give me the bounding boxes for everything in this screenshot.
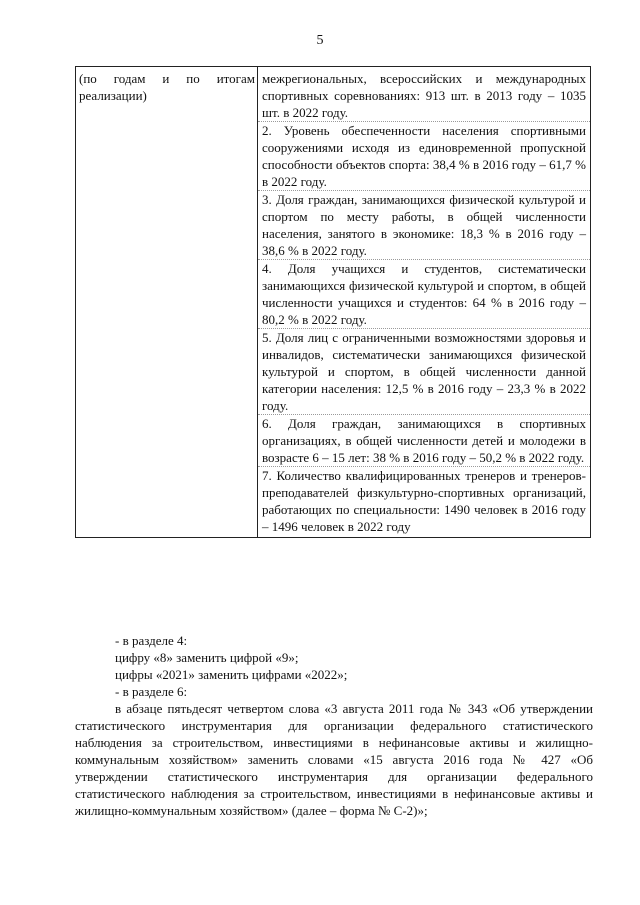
period-label: (по годам и по итогам реализации) [79,71,255,103]
amendment-paragraph: в абзаце пятьдесят четвертом слова «3 августа 2011 года № 343 «Об утверждении статистического инструментария для организации федерального статистического наблюдения за строительством, инвестициями в нефинансовые активы и жилищно-коммунальным хозяйством» заменить словами «15 августа 2016 года № 427 «Об утверждении статистического инструментария для организации федерального статистического наблюдения за строительством, инвестициями в нефинансовые активы и жилищно-коммунальным хозяйством» (далее – форма № С-2)»; [75,701,593,818]
page-number: 5 [316,33,324,48]
section-6-heading: - в разделе 6: [115,684,188,699]
indicator-item: межрегиональных, всероссийских и международных спортивных соревнованиях: 913 шт. в 2013 году – 1035 шт. в 2022 году. [258,67,590,122]
indicator-item: 6. Доля граждан, занимающихся в спортивных организациях, в общей численности детей и молодежи в возрасте 6 – 15 лет: 38 % в 2016 году – 50,2 % в 2022 году. [258,415,590,467]
table-cell-left [76,67,258,538]
amendment-line: цифры «2021» заменить цифрами «2022»; [115,667,348,682]
amendment-line: цифру «8» заменить цифрой «9»; [115,650,299,665]
indicator-item: 2. Уровень обеспеченности населения спортивными сооружениями исходя из единовременной пропускной способности объектов спорта: 38,4 % в 2016 году – 61,7 % в 2022 году. [258,122,590,191]
table-row [76,67,591,538]
amendments-text [75,632,593,819]
indicator-item: 5. Доля лиц с ограниченными возможностями здоровья и инвалидов, систематически занимающихся физической культурой и спортом, в общей численности данной категории населения: 12,5 % в 2016 году – 23,3 % в 2022 году. [258,329,590,415]
indicator-item: 4. Доля учащихся и студентов, систематически занимающихся физической культурой и спортом, в общей численности учащихся и студентов: 64 % в 2016 году – 80,2 % в 2022 году. [258,260,590,329]
indicator-item: 3. Доля граждан, занимающихся физической культурой и спортом по месту работы, в общей численности населения, занятого в экономике: 18,3 % в 2016 году – 38,6 % в 2022 году. [258,191,590,260]
section-4-heading: - в разделе 4: [115,633,188,648]
indicators-table [75,66,591,538]
indicator-item: 7. Количество квалифицированных тренеров и тренеров-преподавателей физкультурно-спортивных организаций, работающих по специальности: 1490 человек в 2016 году – 1496 человек в 2022 году [262,468,586,534]
table-cell-right [258,67,591,538]
